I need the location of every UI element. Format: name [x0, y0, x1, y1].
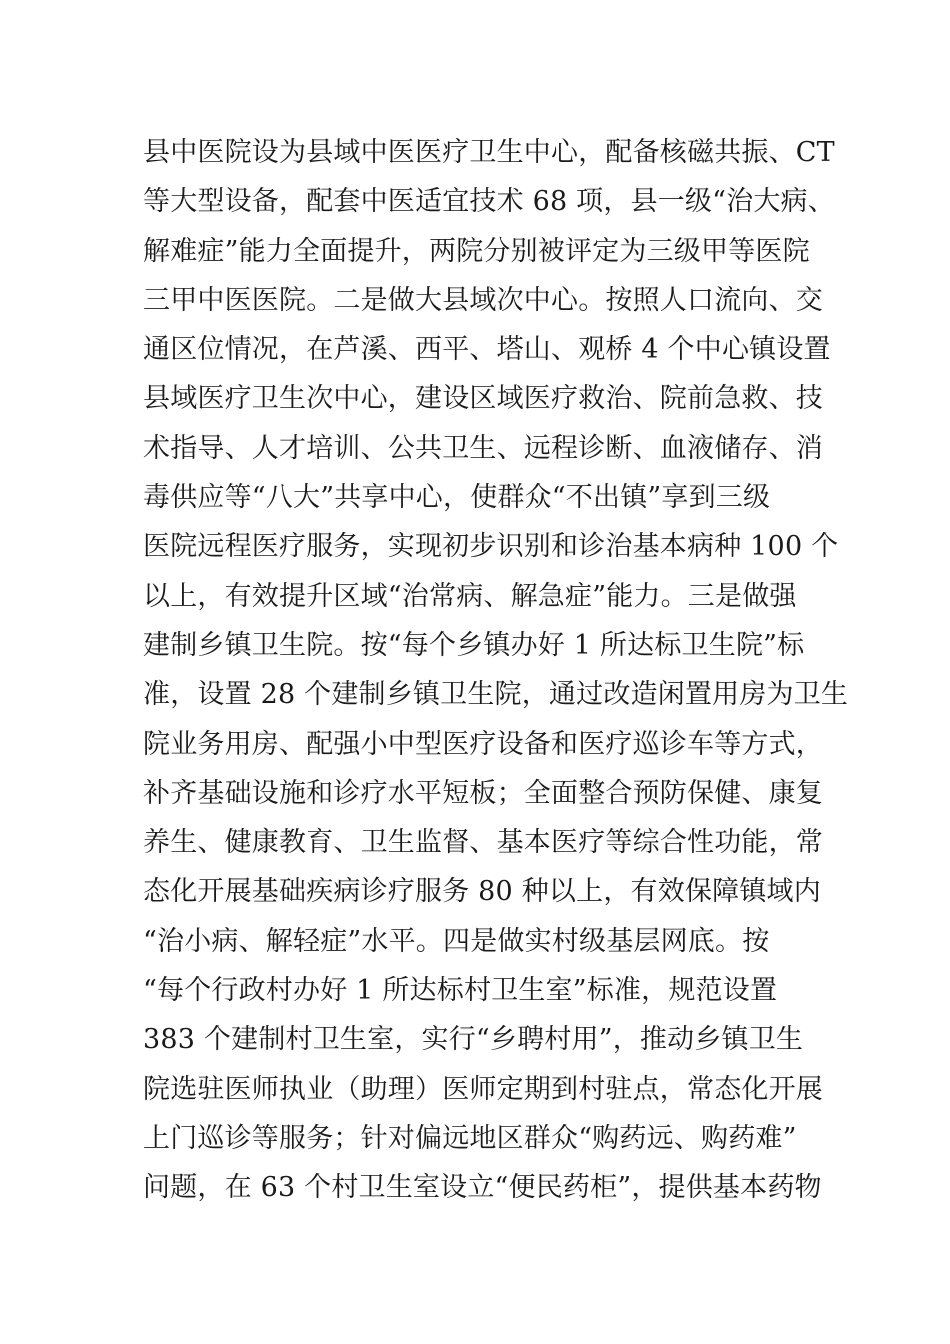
text-line: “每个行政村办好 1 所达标村卫生室”标准，规范设置 — [143, 975, 778, 1007]
text-line: 问题，在 63 个村卫生室设立“便民药柜”，提供基本药物 — [143, 1172, 822, 1204]
text-line: 县中医院设为县域中医医疗卫生中心，配备核磁共振、CT — [143, 137, 835, 168]
text-line: 补齐基础设施和诊疗水平短板；全面整合预防保健、康复 — [143, 777, 823, 809]
text-line: 态化开展基础疾病诊疗服务 80 种以上，有效保障镇域内 — [143, 876, 821, 908]
body-paragraph — [143, 128, 849, 1213]
text-line: 术指导、人才培训、公共卫生、远程诊断、血液储存、消 — [143, 432, 823, 464]
text-line: 县域医疗卫生次中心，建设区域医疗救治、院前急救、技 — [143, 383, 823, 415]
text-line: 建制乡镇卫生院。按“每个乡镇办好 1 所达标卫生院”标 — [143, 629, 805, 661]
text-line: 院选驻医师执业（助理）医师定期到村驻点，常态化开展 — [143, 1073, 823, 1105]
text-line: 准，设置 28 个建制乡镇卫生院，通过改造闲置用房为卫生 — [143, 679, 849, 711]
text-line: 毒供应等“八大”共享中心，使群众“不出镇”享到三级 — [143, 482, 771, 514]
text-line: 养生、健康教育、卫生监督、基本医疗等综合性功能，常 — [143, 827, 823, 859]
text-line: 等大型设备，配套中医适宜技术 68 项，县一级“治大病、 — [143, 186, 835, 218]
text-line: 医院远程医疗服务，实现初步识别和诊治基本病种 100 个 — [143, 531, 839, 563]
text-line: 通区位情况，在芦溪、西平、塔山、观桥 4 个中心镇设置 — [143, 334, 831, 366]
text-line: 院业务用房、配强小中型医疗设备和医疗巡诊车等方式， — [143, 728, 823, 760]
text-line: 解难症”能力全面提升，两院分别被评定为三级甲等医院 — [143, 235, 810, 267]
text-line: 三甲中医医院。二是做大县域次中心。按照人口流向、交 — [143, 284, 823, 316]
text-line: “治小病、解轻症”水平。四是做实村级基层网底。按 — [143, 925, 770, 957]
text-line: 上门巡诊等服务；针对偏远地区群众“购药远、购药难” — [143, 1122, 797, 1154]
text-line: 以上，有效提升区域“治常病、解急症”能力。三是做强 — [143, 580, 797, 612]
text-line: 383 个建制村卫生室，实行“乡聘村用”，推动乡镇卫生 — [143, 1024, 804, 1056]
